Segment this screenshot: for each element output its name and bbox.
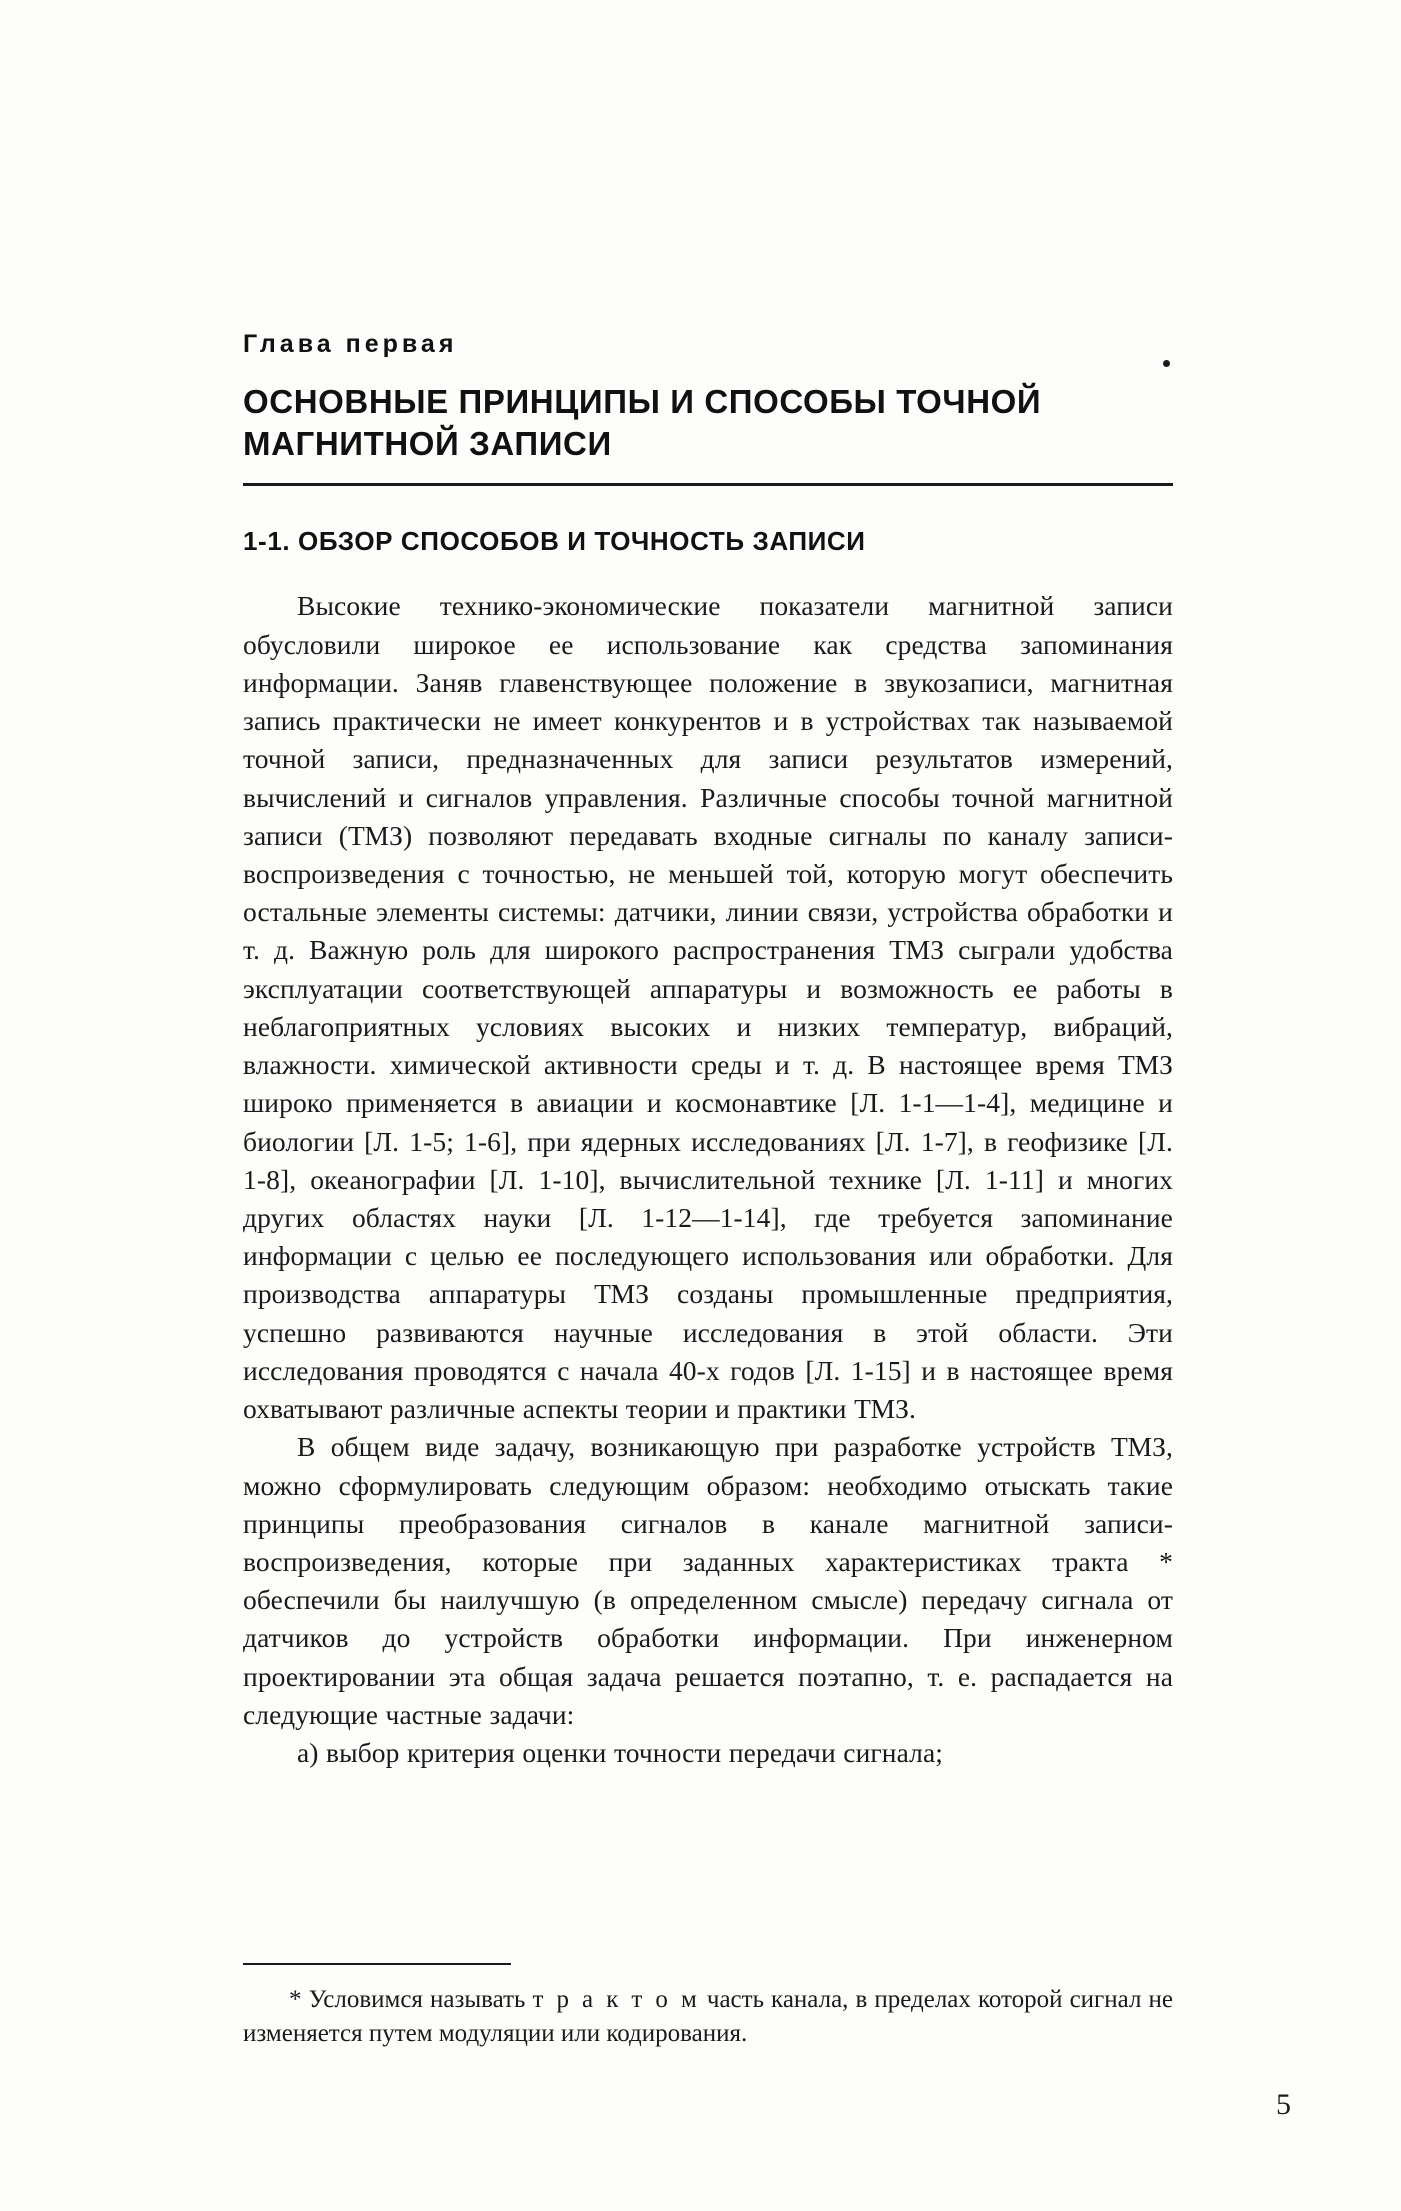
chapter-title: ОСНОВНЫЕ ПРИНЦИПЫ И СПОСОБЫ ТОЧНОЙ МАГНИТНОЙ ЗАПИСИ [243, 383, 1042, 463]
page-content [243, 330, 1173, 1772]
body-paragraph-1: Высокие технико-экономические показатели магнитной записи обусловили широкое ее использование как средства запоминания информации. Заняв главенствующее положение в звукозаписи, магнитная запись практически не имеет конкурентов и в устройствах так называемой точной записи, предназначенных для записи результатов измерений, вычислений и сигналов управления. Различные способы точной магнитной записи (ТМЗ) позволяют передавать входные сигналы по каналу записи-воспроизведения с точностью, не меньшей той, которую могут обеспечить остальные элементы системы: датчики, линии связи, устройства обработки и т. д. Важную роль для широкого распространения ТМЗ сыграли удобства эксплуатации соответствующей аппаратуры и возможность ее работы в неблагоприятных условиях высоких и низких температур, вибраций, влажности. химической активности среды и т. д. В настоящее время ТМЗ широко применяется в авиации и космонавтике [Л. 1-1—1-4], медицине и биологии [Л. 1-5; 1-6], при ядерных исследованиях [Л. 1-7], в геофизике [Л. 1-8], океанографии [Л. 1-10], вычислительной технике [Л. 1-11] и многих других областях науки [Л. 1-12—1-14], где требуется запоминание информации с целью ее последующего использования или обработки. Для производства аппаратуры ТМЗ созданы промышленные предприятия, успешно развиваются научные исследования в этой области. Эти исследования проводятся с начала 40-х годов [Л. 1-15] и в настоящее время охватывают различные аспекты теории и практики ТМЗ. [243, 590, 1173, 1425]
footnote-text-part1: * Условимся называть [289, 1986, 526, 2013]
footnote-text [243, 1983, 1173, 2051]
body-paragraph-3: а) выбор критерия оценки точности передачи сигнала; [297, 1737, 944, 1769]
section-heading: 1-1. ОБЗОР СПОСОБОВ И ТОЧНОСТЬ ЗАПИСИ [243, 526, 866, 557]
body-paragraph-2: В общем виде задачу, возникающую при разработке устройств ТМЗ, можно сформулировать следующим образом: необходимо отыскать такие принципы преобразования сигналов в канале магнитной записи-воспроизведения, которые при заданных характеристиках тракта * обеспечили бы наилучшую (в определенном смысле) передачу сигнала от датчиков до устройств обработки информации. При инженерном проектировании эта общая задача решается поэтапно, т. е. распадается на следующие частные задачи: [243, 1431, 1173, 1730]
title-divider [243, 483, 1173, 486]
footnote-emphasis: т р а к т о м [532, 1986, 700, 2013]
page-number: 5 [1276, 2088, 1291, 2121]
footnote-text-part2: часть канала, в пределах которой сигнал не изменяется путем модуляции или кодирования. [243, 1986, 1174, 2047]
footnote-divider [243, 1963, 511, 1965]
footnote-area [243, 1963, 1173, 2051]
chapter-label: Глава первая [243, 330, 458, 358]
